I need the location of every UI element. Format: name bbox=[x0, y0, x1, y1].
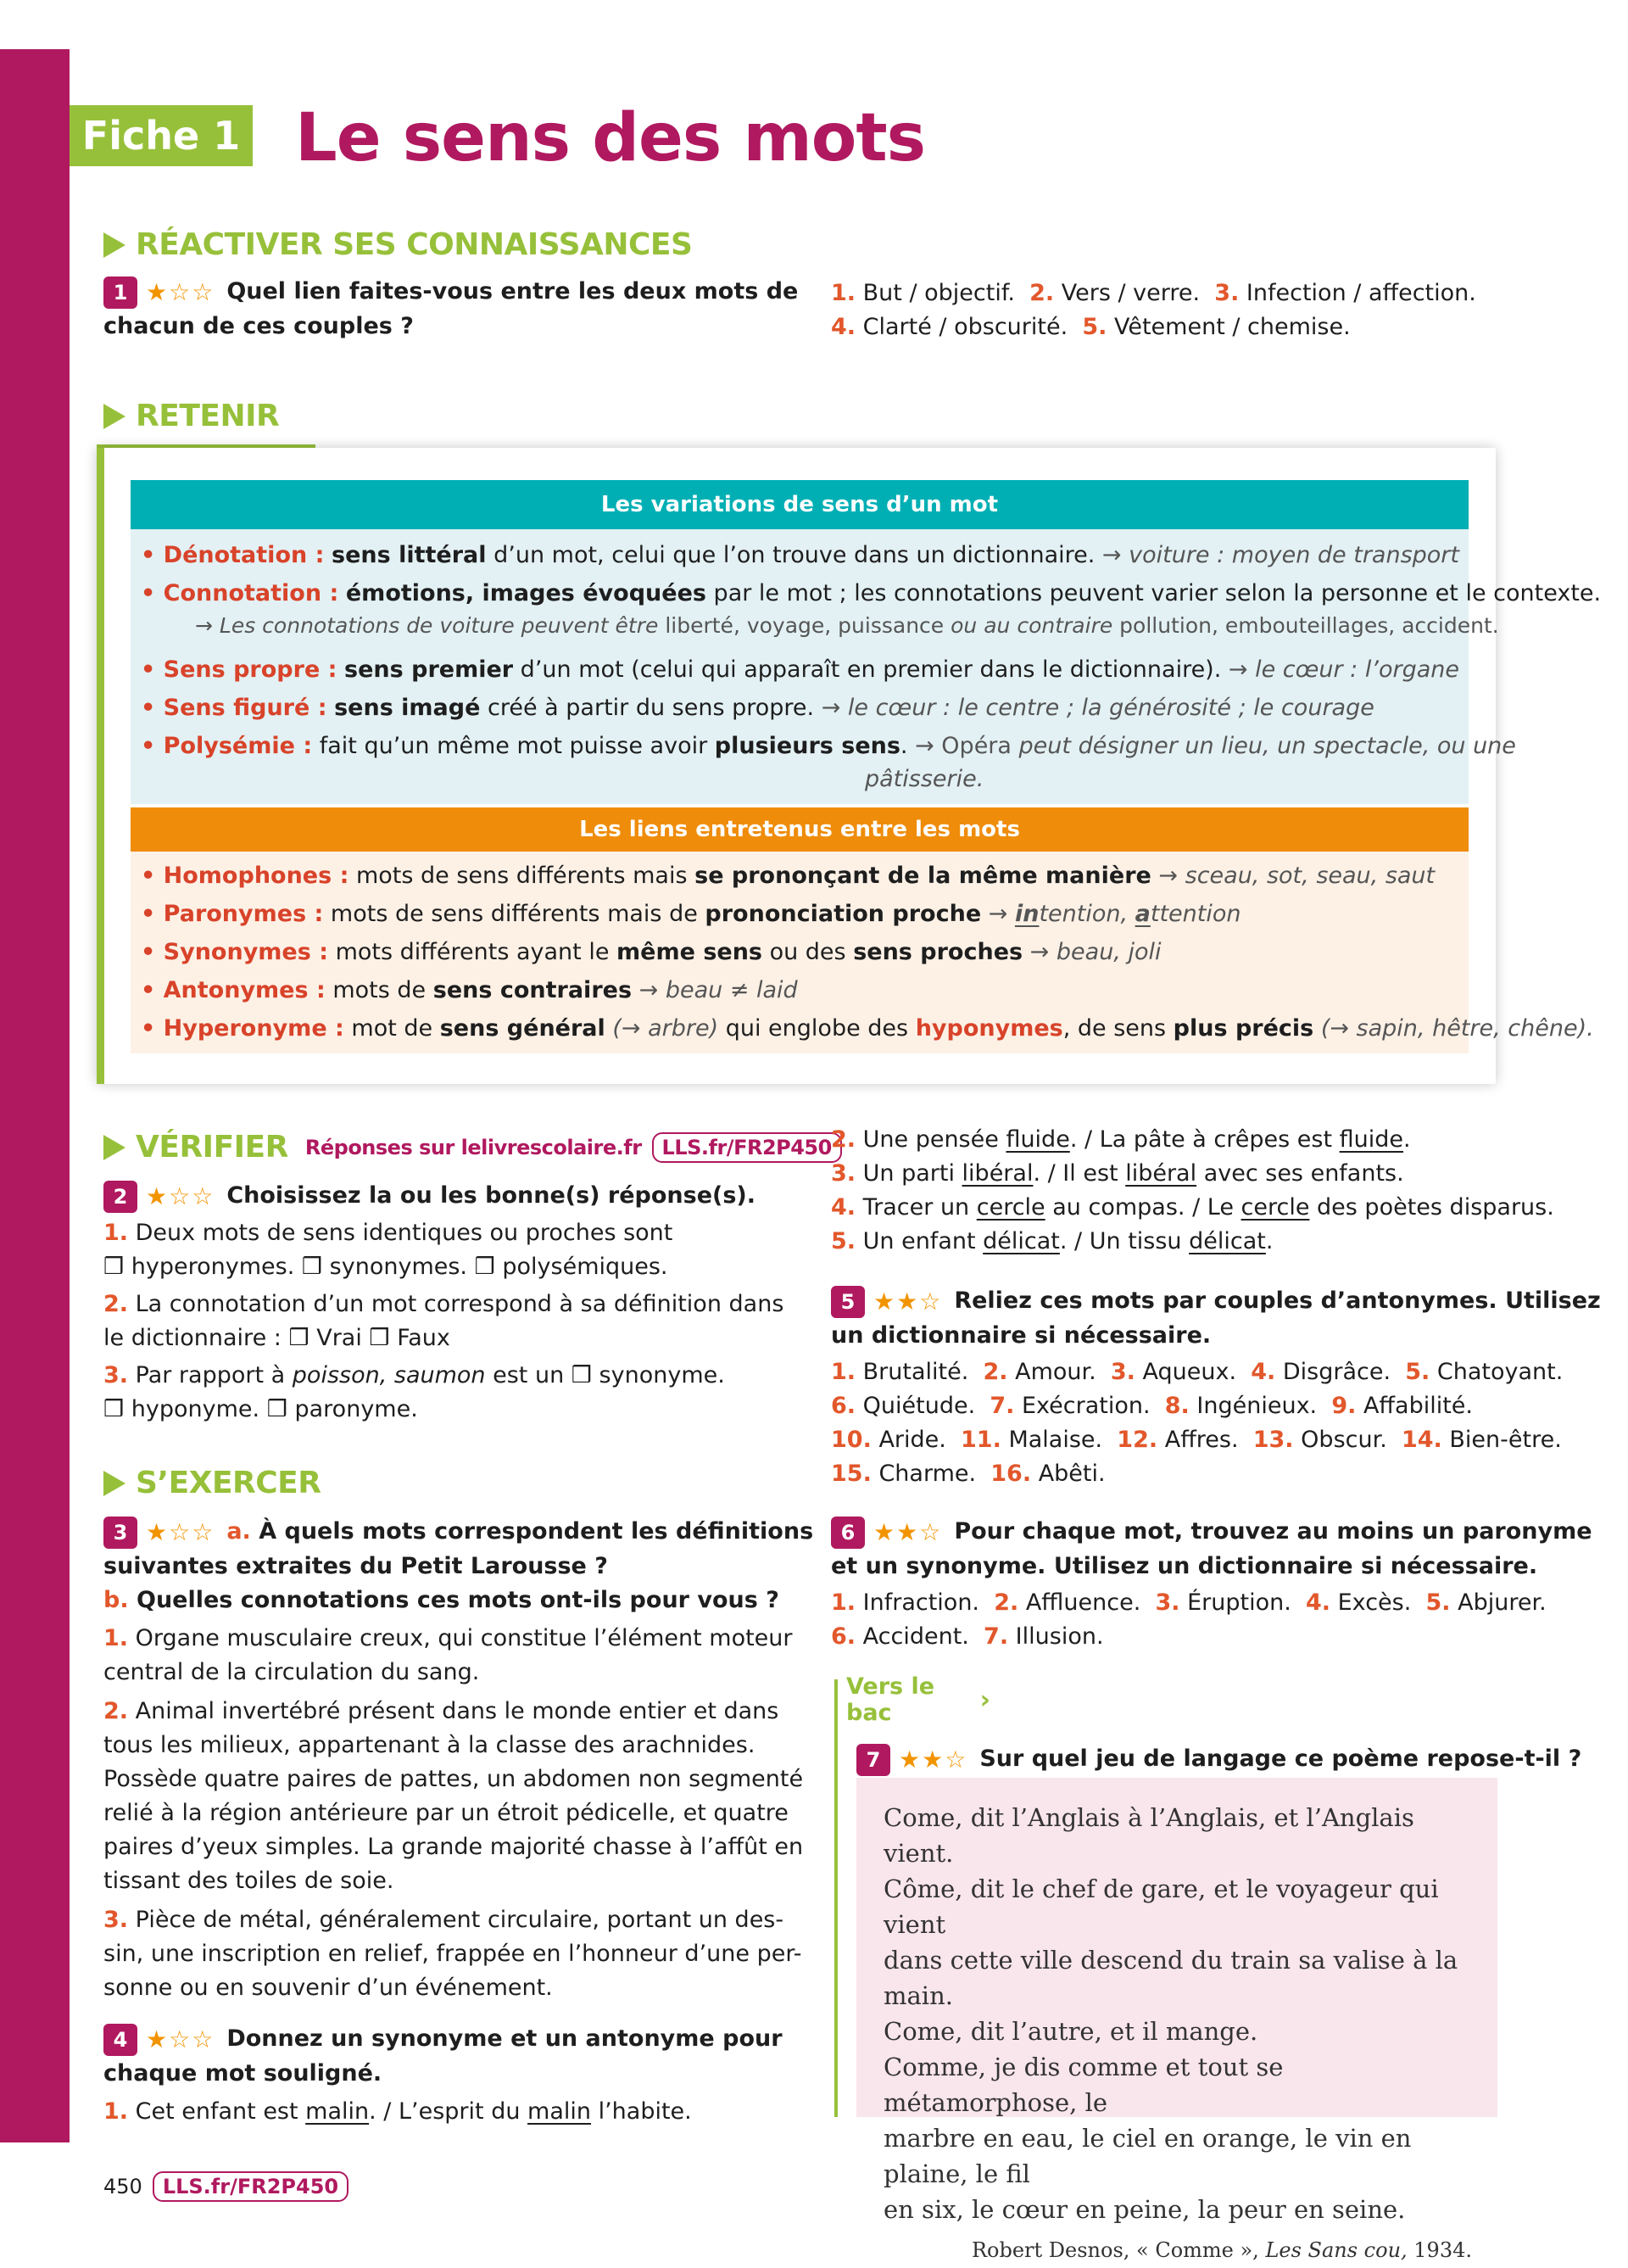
item-text: . / La pâte à crêpes est bbox=[1069, 1126, 1340, 1153]
part-label: a. bbox=[226, 1518, 251, 1545]
exercise-7-question bbox=[856, 1742, 1581, 1777]
term: • Sens propre : bbox=[141, 656, 337, 683]
question-text: chacun de ces couples ? bbox=[103, 312, 414, 339]
text: mot de bbox=[343, 1015, 440, 1042]
item-text: Par rapport à bbox=[128, 1362, 293, 1388]
exercise-2-items bbox=[103, 1216, 783, 1427]
item-text: Vers / verre. bbox=[1061, 280, 1201, 306]
band-liens: Les liens entretenus entre les mots bbox=[131, 807, 1469, 852]
item-text: Une pensée bbox=[856, 1126, 1006, 1153]
item-text: Abêti. bbox=[1038, 1461, 1106, 1487]
bold-text: sens littéral bbox=[332, 542, 487, 568]
item-text: paires d’yeux simples. La grande majorité chasse à l’affût en bbox=[103, 1834, 804, 1860]
arrow-icon: → bbox=[1151, 863, 1179, 889]
difficulty-stars-icon: ★☆☆ bbox=[146, 277, 215, 306]
term: • Polysémie : bbox=[141, 733, 313, 759]
item-text: . bbox=[1265, 1228, 1274, 1254]
line-denotation bbox=[141, 539, 1459, 572]
text: , de sens bbox=[1062, 1015, 1174, 1042]
item-number: 3. bbox=[1110, 1359, 1135, 1385]
arrow-icon: → bbox=[981, 901, 1008, 927]
bold-text: se prononçant de la même manière bbox=[694, 863, 1151, 889]
item-number: 2. bbox=[103, 1291, 129, 1317]
item-number: 7. bbox=[990, 1393, 1015, 1419]
example: (→ sapin, hêtre, chêne). bbox=[1313, 1015, 1594, 1042]
item-text: central de la circulation du sang. bbox=[103, 1659, 480, 1685]
item-text: Chatoyant. bbox=[1436, 1359, 1564, 1385]
exercise-3-definitions bbox=[103, 1622, 803, 2005]
item-text: Aride. bbox=[878, 1427, 946, 1453]
exercise-2-question bbox=[103, 1179, 755, 1214]
triangle-icon bbox=[103, 1471, 125, 1496]
item-number: 1. bbox=[831, 1589, 856, 1616]
example: le cœur : le centre ; la générosité ; le courage bbox=[840, 695, 1374, 721]
item-number: 2. bbox=[983, 1359, 1008, 1385]
exercise-4-items-cont bbox=[831, 1123, 1554, 1259]
item-number: 2. bbox=[1029, 280, 1055, 306]
item-number: 4. bbox=[831, 1194, 856, 1221]
item-number: 1. bbox=[103, 1220, 129, 1246]
bold-text: plusieurs sens bbox=[714, 733, 900, 759]
poem-line: marbre en eau, le ciel en orange, le vin en plaine, le fil bbox=[884, 2124, 1412, 2188]
underlined-word: malin bbox=[305, 2098, 370, 2125]
line-homophones bbox=[141, 860, 1435, 892]
question-text: Donnez un synonyme et un antonyme pour bbox=[226, 2025, 783, 2052]
exercise-number: 5 bbox=[831, 1286, 865, 1318]
item-text: poisson, saumon bbox=[292, 1362, 486, 1388]
line-connotation bbox=[141, 578, 1601, 610]
example: pollution, embouteillages, accident. bbox=[1112, 613, 1499, 638]
checkbox-options[interactable]: ❒ hyperonymes. ❒ synonymes. ❒ polysémiques. bbox=[103, 1254, 668, 1280]
arrow-icon: → bbox=[1228, 656, 1248, 683]
exercise-number: 6 bbox=[831, 1517, 865, 1549]
arrow-icon: → bbox=[632, 977, 659, 1003]
arrow-icon: → bbox=[821, 695, 841, 721]
item-text: Cet enfant est bbox=[128, 2098, 306, 2125]
arrow-icon: → bbox=[195, 613, 213, 638]
text: par le mot ; les connotations peuvent varier selon la personne et le contexte. bbox=[705, 580, 1602, 606]
term: • Antonymes : bbox=[141, 977, 326, 1003]
term: • Dénotation : bbox=[141, 542, 325, 568]
section-title: VÉRIFIER bbox=[136, 1130, 288, 1165]
example: beau, joli bbox=[1049, 939, 1162, 965]
item-text: Obscur. bbox=[1301, 1427, 1387, 1453]
bold-text: plus précis bbox=[1173, 1015, 1314, 1042]
line-connotation-example bbox=[195, 610, 1499, 642]
item-text: Illusion. bbox=[1015, 1623, 1104, 1650]
item-text: Pièce de métal, généralement circulaire, portant un des- bbox=[128, 1907, 784, 1933]
underlined-word: cercle bbox=[1241, 1194, 1310, 1221]
term: • Synonymes : bbox=[141, 939, 329, 965]
item-text: La connotation d’un mot correspond à sa définition dans bbox=[128, 1291, 784, 1317]
section-title: RÉACTIVER SES CONNAISSANCES bbox=[136, 227, 693, 262]
section-reactiver bbox=[103, 227, 692, 262]
exercise-6-items bbox=[831, 1586, 1547, 1654]
example: in bbox=[1014, 901, 1040, 927]
example: liberté, voyage, puissance bbox=[658, 613, 951, 638]
vers-le-bac-label: Vers le bac bbox=[846, 1673, 935, 1726]
difficulty-stars-icon: ★☆☆ bbox=[146, 2025, 215, 2053]
checkbox-options[interactable]: ❒ hyponyme. ❒ paronyme. bbox=[103, 1396, 418, 1422]
text: d’un mot (celui qui apparaît en premier dans le dictionnaire). bbox=[513, 656, 1229, 683]
term: hyponymes bbox=[915, 1015, 1063, 1042]
pane-liens bbox=[131, 852, 1594, 1053]
item-number: 1. bbox=[103, 2098, 129, 2125]
text: mots de bbox=[325, 977, 433, 1003]
triangle-icon bbox=[103, 1135, 125, 1160]
item-text: l’habite. bbox=[591, 2098, 692, 2125]
page-title: Le sens des mots bbox=[295, 100, 926, 176]
bold-text: émotions, images évoquées bbox=[345, 580, 706, 606]
line-paronymes bbox=[141, 898, 1241, 930]
item-text: Excès. bbox=[1337, 1589, 1412, 1616]
band-variations: Les variations de sens d’un mot bbox=[131, 480, 1469, 529]
question-text: Pour chaque mot, trouvez au moins un paronyme bbox=[954, 1518, 1592, 1545]
item-number: 11. bbox=[961, 1427, 1001, 1453]
text: ou des bbox=[762, 939, 854, 965]
item-text: des poètes disparus. bbox=[1309, 1194, 1554, 1221]
item-number: 5. bbox=[831, 1228, 856, 1254]
item-text: Animal invertébré présent dans le monde entier et dans bbox=[128, 1698, 779, 1724]
text: d’un mot, celui que l’on trouve dans un dictionnaire. bbox=[486, 542, 1102, 568]
item-number: 3. bbox=[1155, 1589, 1180, 1616]
text: mots de sens différents mais bbox=[348, 863, 695, 889]
difficulty-stars-icon: ★★☆ bbox=[899, 1745, 968, 1774]
item-text: . bbox=[1403, 1126, 1411, 1153]
bold-text: sens proches bbox=[853, 939, 1023, 965]
item-number: 3. bbox=[831, 1160, 856, 1187]
exercise-number: 3 bbox=[103, 1517, 137, 1549]
example: Les connotations de voiture peuvent être bbox=[212, 613, 659, 638]
section-retenir bbox=[103, 399, 279, 433]
question-text: chaque mot souligné. bbox=[103, 2059, 382, 2086]
item-text: tous les milieux, appartenant à la classe des arachnides. bbox=[103, 1732, 755, 1758]
section-title: RETENIR bbox=[136, 399, 280, 433]
question-text: À quels mots correspondent les définitions bbox=[250, 1518, 814, 1545]
line-hyperonyme bbox=[141, 1013, 1594, 1045]
poem-line: Comme, je dis comme et tout se métamorphose, le bbox=[884, 2053, 1284, 2117]
example: (→ arbre) bbox=[605, 1015, 719, 1042]
question-text: un dictionnaire si nécessaire. bbox=[831, 1321, 1212, 1349]
item-number: 5. bbox=[1082, 314, 1107, 340]
item-text: Affres. bbox=[1164, 1427, 1239, 1453]
arrow-icon: → bbox=[1023, 939, 1050, 965]
item-number: 12. bbox=[1117, 1427, 1158, 1453]
text: créé à partir du sens propre. bbox=[480, 695, 822, 721]
bold-text: sens contraires bbox=[432, 977, 633, 1003]
exercise-1-question bbox=[103, 275, 799, 344]
poem-line: en six, le cœur en peine, la peur en seine. bbox=[884, 2195, 1406, 2224]
triangle-icon bbox=[103, 404, 125, 429]
pane-variations bbox=[131, 529, 1602, 804]
item-text: tissant des toiles de soie. bbox=[103, 1868, 394, 1894]
arrow-icon: → bbox=[915, 733, 934, 759]
example: voiture : moyen de transport bbox=[1121, 542, 1459, 568]
poem-line: dans cette ville descend du train sa valise à la main. bbox=[884, 1946, 1458, 2010]
item-number: 2. bbox=[103, 1698, 129, 1724]
section-exercer bbox=[103, 1466, 321, 1500]
section-verifier bbox=[103, 1130, 842, 1165]
exercise-number: 2 bbox=[103, 1181, 137, 1213]
difficulty-stars-icon: ★★☆ bbox=[873, 1287, 943, 1316]
item-number: 13. bbox=[1252, 1427, 1294, 1453]
item-text: Bien-être. bbox=[1449, 1427, 1562, 1453]
item-number: 6. bbox=[831, 1623, 856, 1650]
exercise-1-items bbox=[831, 277, 1476, 344]
bold-text: sens général bbox=[439, 1015, 605, 1042]
item-number: 8. bbox=[1164, 1393, 1190, 1419]
source-title: Les Sans cou, bbox=[1265, 2238, 1408, 2262]
underlined-word: libéral bbox=[1125, 1160, 1197, 1187]
bold-text: sens premier bbox=[344, 656, 514, 683]
exercise-4-item-1 bbox=[103, 2095, 692, 2129]
example: a bbox=[1135, 901, 1151, 927]
underlined-word: fluide bbox=[1006, 1126, 1070, 1153]
difficulty-stars-icon: ★☆☆ bbox=[146, 1517, 215, 1546]
item-text: But / objectif. bbox=[862, 280, 1015, 306]
bold-text: sens imagé bbox=[334, 695, 481, 721]
underlined-word: cercle bbox=[976, 1194, 1045, 1221]
example: Opéra bbox=[934, 733, 1012, 759]
underlined-word: malin bbox=[527, 2098, 591, 2125]
poem-box bbox=[856, 1778, 1497, 2262]
item-text: . / Un tissu bbox=[1059, 1228, 1190, 1254]
text: fait qu’un même mot puisse avoir bbox=[312, 733, 715, 759]
item-text: Affabilité. bbox=[1363, 1393, 1473, 1419]
exercise-6-question bbox=[831, 1515, 1592, 1584]
source-text: 1934. bbox=[1407, 2238, 1472, 2262]
question-text: et un synonyme. Utilisez un dictionnaire si nécessaire. bbox=[831, 1552, 1538, 1579]
item-text: est un ❒ synonyme. bbox=[485, 1362, 725, 1388]
lls-link[interactable]: LLS.fr/FR2P450 bbox=[153, 2171, 348, 2202]
item-number: 16. bbox=[990, 1461, 1032, 1487]
item-number: 7. bbox=[984, 1623, 1009, 1650]
question-text: Reliez ces mots par couples d’antonymes. Utilisez bbox=[954, 1288, 1601, 1314]
difficulty-stars-icon: ★☆☆ bbox=[146, 1181, 215, 1210]
vers-le-bac-tag bbox=[834, 1673, 990, 1726]
line-synonymes bbox=[141, 936, 1162, 969]
example: ttention bbox=[1150, 901, 1241, 927]
example: sceau, sot, seau, saut bbox=[1178, 863, 1436, 889]
item-text: Éruption. bbox=[1187, 1589, 1291, 1616]
poem-line: Come, dit l’autre, et il mange. bbox=[884, 2017, 1258, 2046]
exercise-5-question bbox=[831, 1284, 1601, 1353]
item-number: 3. bbox=[1214, 280, 1240, 306]
poem-line: Côme, dit le chef de gare, et le voyageur qui vient bbox=[884, 1874, 1439, 1939]
item-text: Abjurer. bbox=[1458, 1589, 1547, 1616]
item-number: 2. bbox=[994, 1589, 1019, 1616]
chevron-right-icon: › bbox=[979, 1684, 990, 1715]
text: mots de sens différents mais de bbox=[323, 901, 705, 927]
item-text: Clarté / obscurité. bbox=[862, 314, 1068, 340]
item-text: Ingénieux. bbox=[1196, 1393, 1318, 1419]
item-number: 5. bbox=[1425, 1589, 1451, 1616]
poem-line: Come, dit l’Anglais à l’Anglais, et l’Anglais vient. bbox=[884, 1803, 1414, 1868]
underlined-word: libéral bbox=[962, 1160, 1034, 1187]
item-number: 5. bbox=[1405, 1359, 1430, 1385]
item-number: 1. bbox=[103, 1625, 129, 1651]
item-number: 4. bbox=[831, 314, 856, 340]
item-text: . / Il est bbox=[1033, 1160, 1126, 1187]
difficulty-stars-icon: ★★☆ bbox=[873, 1517, 943, 1546]
item-text: Disgrâce. bbox=[1282, 1359, 1391, 1385]
item-text: Accident. bbox=[862, 1623, 969, 1650]
text: mots différents ayant le bbox=[328, 939, 617, 965]
item-number: 14. bbox=[1401, 1427, 1442, 1453]
term: • Connotation : bbox=[141, 580, 339, 606]
item-text: Quiétude. bbox=[862, 1393, 976, 1419]
bold-text: prononciation proche bbox=[705, 901, 982, 927]
example: beau ≠ laid bbox=[658, 977, 798, 1003]
line-polysemie bbox=[141, 730, 1516, 763]
triangle-icon bbox=[103, 232, 125, 258]
underlined-word: fluide bbox=[1339, 1126, 1404, 1153]
item-text: Vêtement / chemise. bbox=[1113, 314, 1351, 340]
item-text: Amour. bbox=[1015, 1359, 1096, 1385]
example: pâtisserie. bbox=[865, 766, 984, 792]
term: • Sens figuré : bbox=[141, 695, 327, 721]
item-text: . / L’esprit du bbox=[369, 2098, 528, 2125]
text: . bbox=[900, 733, 916, 759]
underlined-word: délicat bbox=[983, 1228, 1060, 1254]
line-sens-figure bbox=[141, 692, 1374, 724]
footer bbox=[103, 2171, 348, 2202]
page-number: 450 bbox=[103, 2175, 142, 2198]
section-title: S’EXERCER bbox=[136, 1466, 321, 1500]
line-antonymes bbox=[141, 975, 798, 1007]
item-number: 4. bbox=[1305, 1589, 1331, 1616]
lls-link[interactable]: LLS.fr/FR2P450 bbox=[652, 1132, 842, 1163]
item-number: 10. bbox=[831, 1427, 872, 1453]
underlined-word: délicat bbox=[1189, 1228, 1266, 1254]
item-text: Possède quatre paires de pattes, un abdomen non segmenté bbox=[103, 1766, 804, 1792]
example: ou au contraire bbox=[951, 613, 1113, 638]
exercise-5-items bbox=[831, 1355, 1563, 1491]
text: qui englobe des bbox=[718, 1015, 916, 1042]
term: • Paronymes : bbox=[141, 901, 324, 927]
question-text: Sur quel jeu de langage ce poème repose-t-il ? bbox=[979, 1746, 1582, 1772]
item-number: 15. bbox=[831, 1461, 872, 1487]
item-text: relié à la région antérieure par un étroit pédicelle, et quatre bbox=[103, 1800, 789, 1826]
item-text: Organe musculaire creux, qui constitue l’élément moteur bbox=[128, 1625, 793, 1651]
part-label: b. bbox=[103, 1586, 129, 1613]
checkbox-options[interactable]: le dictionnaire : ❒ Vrai ❒ Faux bbox=[103, 1325, 450, 1351]
item-number: 1. bbox=[831, 1359, 856, 1385]
source-text: Robert Desnos, « Comme », bbox=[971, 2238, 1266, 2262]
bold-text: même sens bbox=[616, 939, 762, 965]
exercise-number: 4 bbox=[103, 2024, 137, 2056]
fiche-tab: Fiche 1 bbox=[70, 105, 253, 166]
poem-source bbox=[884, 2232, 1472, 2268]
item-text: Exécration. bbox=[1021, 1393, 1151, 1419]
example: le cœur : l’organe bbox=[1247, 656, 1459, 683]
item-number: 1. bbox=[831, 280, 856, 306]
reponses-text: Réponses sur lelivrescolaire.fr bbox=[304, 1135, 642, 1159]
item-text: Infraction. bbox=[862, 1589, 980, 1616]
item-text: sonne ou en souvenir d’un événement. bbox=[103, 1975, 553, 2001]
exercise-number: 1 bbox=[103, 277, 137, 309]
exercise-3-question bbox=[103, 1515, 813, 1617]
item-text: Deux mots de sens identiques ou proches sont bbox=[128, 1220, 673, 1246]
vers-le-bac-line bbox=[834, 1720, 838, 2117]
item-text: Malaise. bbox=[1008, 1427, 1103, 1453]
question-text: Quelles connotations ces mots ont-ils pour vous ? bbox=[128, 1586, 779, 1613]
item-text: Un enfant bbox=[856, 1228, 984, 1254]
question-text: Quel lien faites-vous entre les deux mots de bbox=[226, 278, 799, 304]
question-text: Choisissez la ou les bonne(s) réponse(s). bbox=[226, 1182, 756, 1209]
term: • Hyperonyme : bbox=[141, 1015, 344, 1042]
item-text: Infection / affection. bbox=[1246, 280, 1476, 306]
item-text: Affluence. bbox=[1025, 1589, 1141, 1616]
item-number: 4. bbox=[1251, 1359, 1276, 1385]
item-number: 9. bbox=[1331, 1393, 1357, 1419]
item-number: 3. bbox=[103, 1907, 129, 1933]
item-text: Aqueux. bbox=[1142, 1359, 1237, 1385]
example: peut désigner un lieu, un spectacle, ou une bbox=[1011, 733, 1516, 759]
item-text: au compas. / Le bbox=[1045, 1194, 1241, 1221]
item-text: sin, une inscription en relief, frappée en l’honneur d’une per- bbox=[103, 1941, 802, 1967]
item-number: 6. bbox=[831, 1393, 856, 1419]
exercise-number: 7 bbox=[856, 1744, 890, 1776]
item-text: Brutalité. bbox=[862, 1359, 969, 1385]
item-text: Tracer un bbox=[856, 1194, 977, 1221]
exercise-4-question bbox=[103, 2022, 783, 2091]
item-number: 3. bbox=[103, 1362, 129, 1388]
example: tention, bbox=[1039, 901, 1135, 927]
left-color-bar bbox=[0, 49, 70, 2142]
line-sens-propre bbox=[141, 654, 1459, 686]
arrow-icon: → bbox=[1101, 542, 1122, 568]
item-text: avec ses enfants. bbox=[1196, 1160, 1404, 1187]
item-text: Charme. bbox=[878, 1461, 977, 1487]
line-polysemie-cont bbox=[865, 763, 984, 796]
term: • Homophones : bbox=[141, 863, 349, 889]
question-text: suivantes extraites du Petit Larousse ? bbox=[103, 1552, 608, 1579]
item-text: Un parti bbox=[856, 1160, 962, 1187]
item-number: 2. bbox=[831, 1126, 856, 1153]
